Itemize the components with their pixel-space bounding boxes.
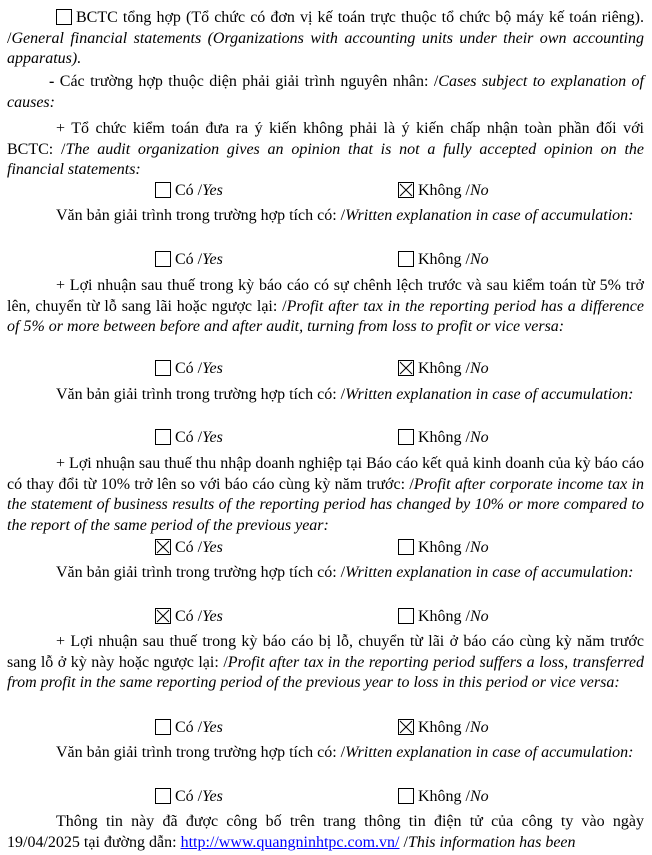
case-4-yes-checkbox[interactable] bbox=[155, 719, 171, 735]
case-4-no-option[interactable]: Không /No bbox=[398, 718, 489, 738]
case-3-no-checkbox[interactable] bbox=[398, 539, 414, 555]
case-2-text: + Lợi nhuận sau thuế trong kỳ báo cáo có sự chênh lệch trước và sau kiểm toán từ 5% trở lên, chuyển từ lỗ sang lãi hoặc ngược lại: /Profit after tax in the reporting period has a difference of 5% or more between before and after audit, turning from loss to profit or vice versa: bbox=[7, 277, 644, 335]
check-x-icon bbox=[399, 361, 413, 375]
case-4-no-checkbox[interactable] bbox=[398, 719, 414, 735]
case-3-accum-no-option[interactable]: Không /No bbox=[398, 607, 489, 627]
case-4-accumulation-text: Văn bản giải trình trong trường hợp tích có: /Written explanation in case of accumulation: bbox=[56, 744, 634, 761]
case-3-text: + Lợi nhuận sau thuế thu nhập doanh nghiệp tại Báo cáo kết quả kinh doanh của kỳ báo cáo có thay đổi từ 10% trở lên so với báo cáo cùng kỳ năm trước: /Profit after corporate income tax in the statement of business results of the reporting period has changed by 10% or more compared to the report of the same period of the previous year: bbox=[7, 455, 644, 534]
case-1-no-option[interactable]: Không /No bbox=[398, 181, 489, 201]
case-1-yes-checkbox[interactable] bbox=[155, 182, 171, 198]
case-1-accum-yes-checkbox[interactable] bbox=[155, 251, 171, 267]
case-4-text: + Lợi nhuận sau thuế trong kỳ báo cáo bị lỗ, chuyển từ lãi ở báo cáo cùng kỳ năm trước sang lỗ ở kỳ này hoặc ngược lại: /Profit after tax in the reporting period suffers a loss, transferred from profit in the same reporting period of the previous year to loss in this period or vice versa: bbox=[7, 633, 644, 691]
case-2-no-option[interactable]: Không /No bbox=[398, 359, 489, 379]
case-2-accum-no-option[interactable]: Không /No bbox=[398, 428, 489, 448]
case-4-accum-no-checkbox[interactable] bbox=[398, 788, 414, 804]
case-3-accum-yes-option[interactable]: Có /Yes bbox=[155, 607, 223, 627]
case-2-accum-yes-checkbox[interactable] bbox=[155, 429, 171, 445]
check-x-icon bbox=[156, 609, 170, 623]
case-3-yes-checkbox[interactable] bbox=[155, 539, 171, 555]
case-2-accum-no-checkbox[interactable] bbox=[398, 429, 414, 445]
case-1-yes-option[interactable]: Có /Yes bbox=[155, 181, 223, 201]
case-1-accum-no-checkbox[interactable] bbox=[398, 251, 414, 267]
case-3-accum-no-checkbox[interactable] bbox=[398, 608, 414, 624]
consolidated-statements-option: BCTC tổng hợp (Tổ chức có đơn vị kế toán trực thuộc tổ chức bộ máy kế toán riêng). /General financial statements (Organizations with accounting units under their own accounting apparatus). bbox=[7, 9, 644, 67]
case-1-no-checkbox[interactable] bbox=[398, 182, 414, 198]
case-1-accum-no-option[interactable]: Không /No bbox=[398, 250, 489, 270]
case-2-yes-checkbox[interactable] bbox=[155, 360, 171, 376]
case-2-accum-yes-option[interactable]: Có /Yes bbox=[155, 428, 223, 448]
consolidated-checkbox[interactable] bbox=[56, 9, 72, 25]
case-3-yes-option[interactable]: Có /Yes bbox=[155, 538, 223, 558]
cases-heading: - Các trường hợp thuộc diện phải giải trình nguyên nhân: /Cases subject to explanation of causes: bbox=[7, 73, 645, 111]
publication-note: Thông tin này đã được công bố trên trang thông tin điện tử của công ty vào ngày 19/04/2025 tại đường dẫn: http://www.quangninhtpc.com.vn/ /This information has been bbox=[7, 813, 644, 851]
case-1-accum-yes-option[interactable]: Có /Yes bbox=[155, 250, 223, 270]
case-4-accum-no-option[interactable]: Không /No bbox=[398, 787, 489, 807]
case-4-yes-option[interactable]: Có /Yes bbox=[155, 718, 223, 738]
case-1-text: + Tổ chức kiểm toán đưa ra ý kiến không phải là ý kiến chấp nhận toàn phần đối với BCTC: /The audit organization gives an opinion that is not a fully accepted opinion on the financial statements: bbox=[7, 120, 644, 178]
case-2-yes-option[interactable]: Có /Yes bbox=[155, 359, 223, 379]
case-4-accum-yes-checkbox[interactable] bbox=[155, 788, 171, 804]
check-x-icon bbox=[399, 720, 413, 734]
case-3-accumulation-text: Văn bản giải trình trong trường hợp tích có: /Written explanation in case of accumulation: bbox=[56, 564, 634, 581]
company-website-link[interactable]: http://www.quangninhtpc.com.vn/ bbox=[180, 833, 400, 851]
case-2-accumulation-text: Văn bản giải trình trong trường hợp tích có: /Written explanation in case of accumulation: bbox=[56, 386, 634, 403]
case-3-no-option[interactable]: Không /No bbox=[398, 538, 489, 558]
check-x-icon bbox=[399, 183, 413, 197]
check-x-icon bbox=[156, 540, 170, 554]
case-4-accum-yes-option[interactable]: Có /Yes bbox=[155, 787, 223, 807]
case-1-accumulation-text: Văn bản giải trình trong trường hợp tích có: /Written explanation in case of accumulation: bbox=[56, 207, 634, 224]
case-2-no-checkbox[interactable] bbox=[398, 360, 414, 376]
case-3-accum-yes-checkbox[interactable] bbox=[155, 608, 171, 624]
